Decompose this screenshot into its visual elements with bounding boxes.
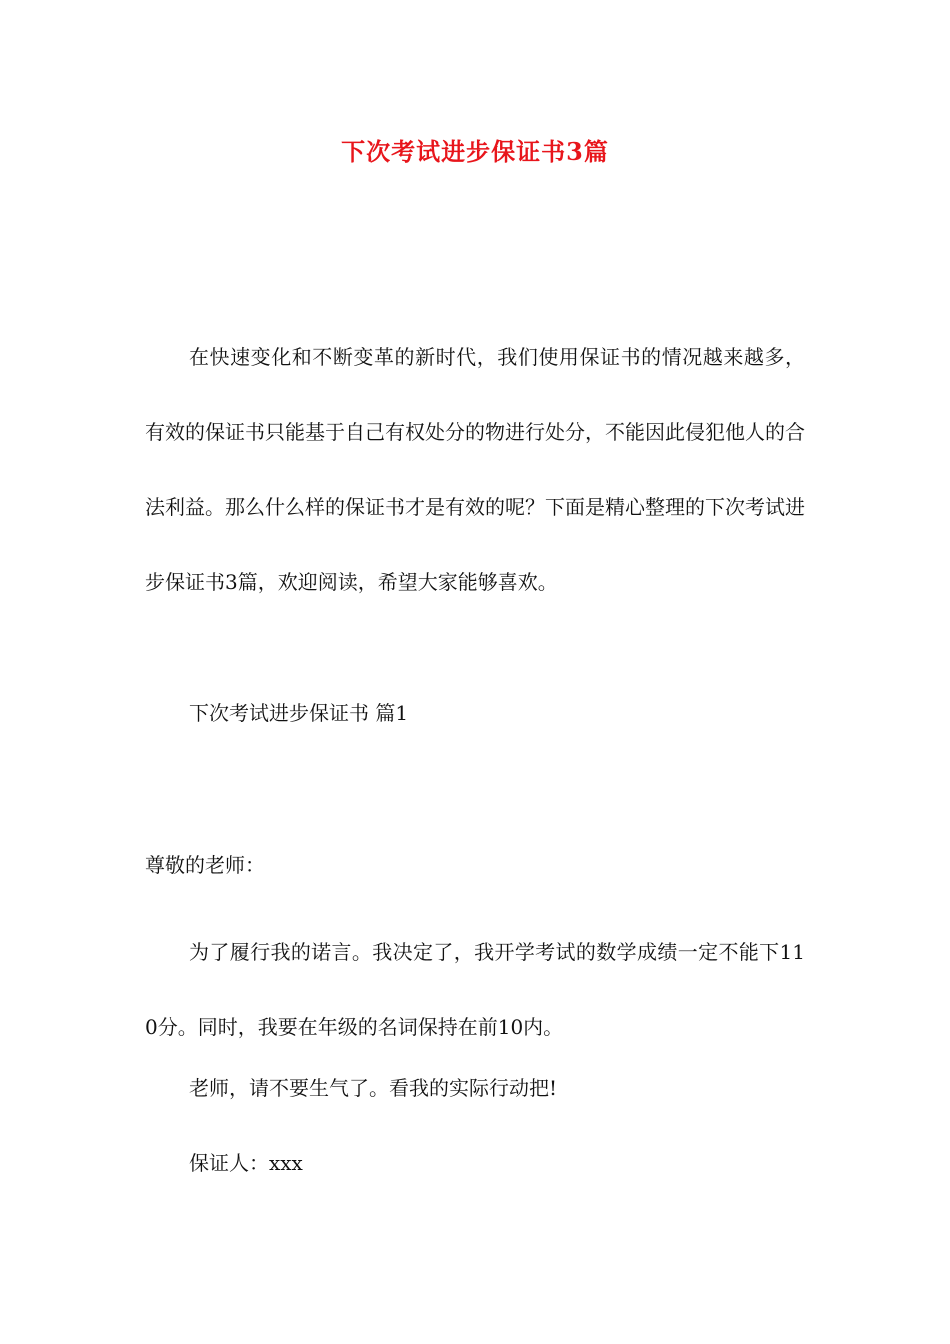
body-paragraph-2: 老师，请不要生气了。看我的实际行动把! — [189, 1076, 558, 1100]
intro-paragraph: 在快速变化和不断变革的新时代，我们使用保证书的情况越来越多，有效的保证书只能基于自己有权处分的物进行处分，不能因此侵犯他人的合法利益。那么什么样的保证书才是有效的呢？下面是精心整理的下次考试进步保证书3篇，欢迎阅读，希望大家能够喜欢。 — [145, 345, 805, 594]
signature-line: 保证人：xxx — [189, 1151, 303, 1175]
section-heading: 下次考试进步保证书 篇1 — [189, 701, 409, 725]
body-paragraph-1: 为了履行我的诺言。我决定了，我开学考试的数学成绩一定不能下110分。同时，我要在年级的名词保持在前10内。 — [145, 940, 805, 1039]
document-title: 下次考试进步保证书3篇 — [341, 137, 609, 166]
salutation: 尊敬的老师： — [145, 853, 265, 877]
